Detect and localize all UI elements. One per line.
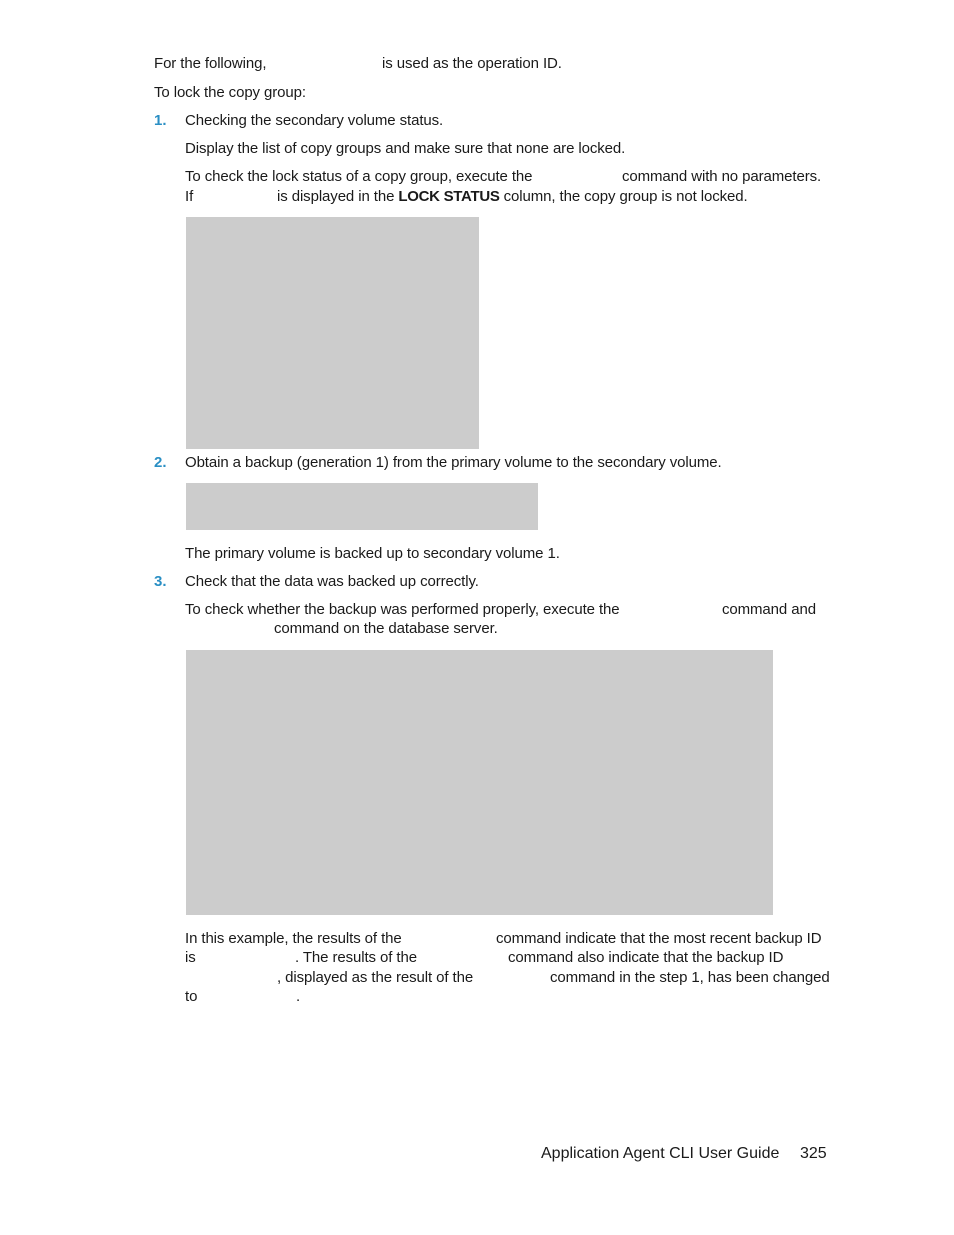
- step-paragraph: In this example, the results of the: [185, 930, 402, 947]
- page-number: 325: [800, 1145, 827, 1162]
- code-example-block: [186, 650, 773, 915]
- step-number: 2.: [154, 454, 167, 471]
- step-paragraph: command also indicate that the backup ID: [508, 949, 784, 966]
- step-paragraph: command on the database server.: [274, 620, 498, 637]
- step-paragraph: To check the lock status of a copy group, execute the: [185, 168, 533, 185]
- step-paragraph: [277, 187, 748, 207]
- intro-text: is used as the operation ID.: [382, 55, 562, 72]
- step-paragraph: command and: [722, 601, 816, 618]
- step-paragraph: Display the list of copy groups and make sure that none are locked.: [185, 140, 626, 157]
- step-title: Obtain a backup (generation 1) from the primary volume to the secondary volume.: [185, 454, 722, 471]
- step-paragraph: command in the step 1, has been changed: [550, 969, 830, 986]
- step-paragraph: To check whether the backup was performed properly, execute the: [185, 601, 620, 618]
- step-paragraph: If: [185, 188, 194, 205]
- step-paragraph-text: column, the copy group is not locked.: [503, 188, 748, 205]
- step-title: Check that the data was backed up correctly.: [185, 573, 479, 590]
- step-paragraph: . The results of the: [295, 949, 417, 966]
- step-paragraph: to: [185, 988, 198, 1005]
- step-paragraph: , displayed as the result of the: [277, 969, 474, 986]
- lock-status-label: LOCK STATUS: [398, 188, 500, 205]
- step-paragraph: The primary volume is backed up to secondary volume 1.: [185, 545, 560, 562]
- step-paragraph: command with no parameters.: [622, 168, 822, 185]
- code-example-block: [186, 483, 538, 530]
- intro-text: For the following,: [154, 55, 267, 72]
- step-number: 3.: [154, 573, 167, 590]
- footer-guide-title: Application Agent CLI User Guide: [541, 1145, 780, 1162]
- step-paragraph: is: [185, 949, 196, 966]
- step-paragraph-text: is displayed in the: [277, 188, 395, 205]
- step-paragraph: .: [296, 988, 301, 1005]
- intro-text: To lock the copy group:: [154, 84, 306, 101]
- code-example-block: [186, 217, 479, 449]
- step-title: Checking the secondary volume status.: [185, 112, 444, 129]
- step-paragraph: command indicate that the most recent backup ID: [496, 930, 822, 947]
- step-number: 1.: [154, 112, 167, 129]
